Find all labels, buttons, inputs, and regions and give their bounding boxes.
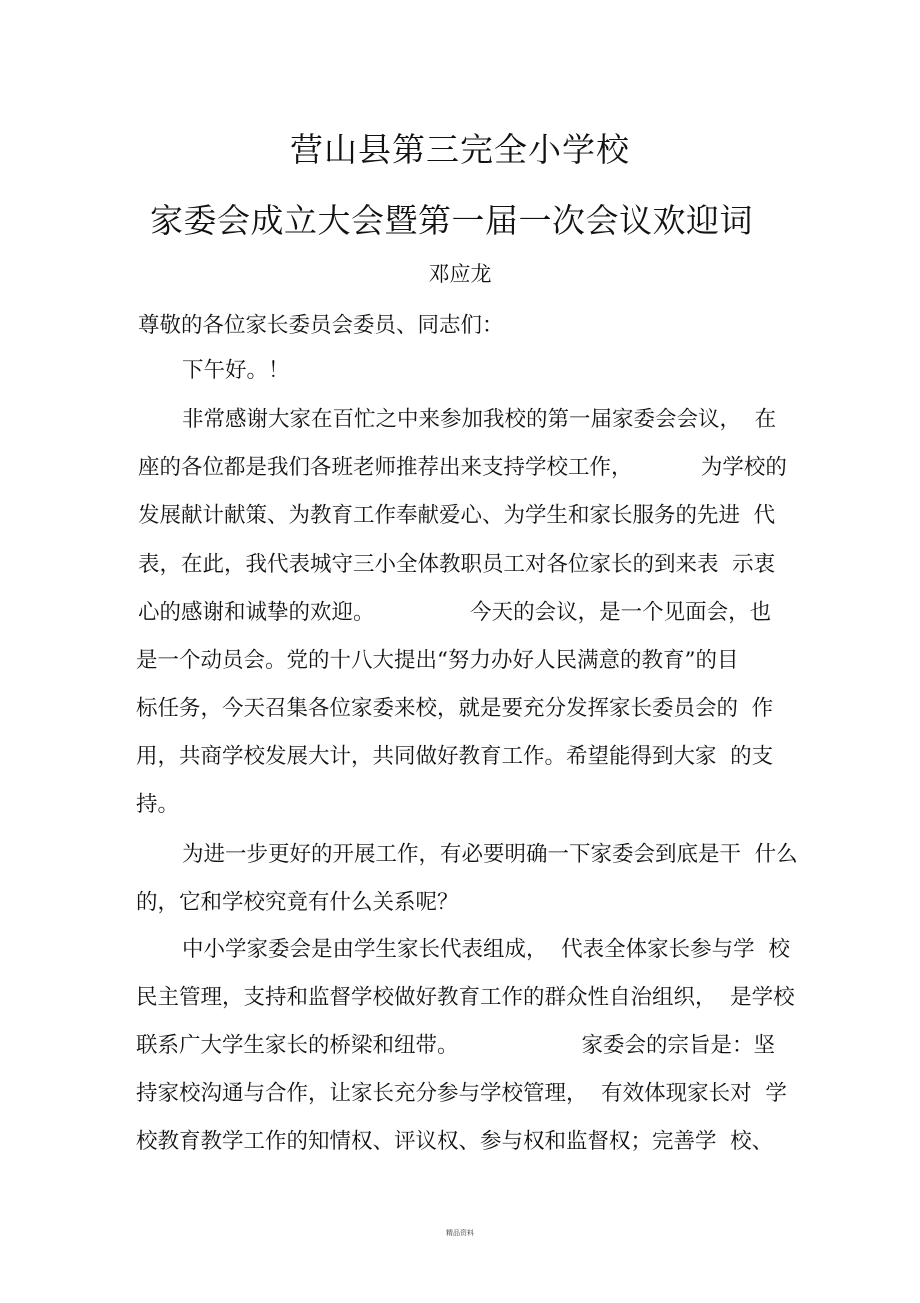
document-title: 营山县第三完全小学校 [290, 130, 630, 169]
paragraph-line: 的，它和学校究竟有什么关系呢？ [136, 890, 459, 915]
paragraph-line: 发展献计献策、为教育工作奉献爱心、为学生和家长服务的先进 代 [138, 503, 776, 528]
paragraph-line: 中小学家委会是由学生家长代表组成， 代表全体家长参与学 校 [182, 937, 790, 962]
document-subtitle: 家委会成立大会暨第一届一次会议欢迎词 [150, 201, 753, 240]
paragraph-line: 心的感谢和诚挚的欢迎。 今天的会议，是一个见面会，也 [138, 600, 772, 625]
paragraph-line: 非常感谢大家在百忙之中来参加我校的第一届家委会会议， 在 [182, 407, 777, 432]
paragraph-line: 标任务，今天召集各位家委来校，就是要充分发挥家长委员会的 作 [136, 696, 774, 721]
paragraph-line: 是一个动员会。党的十八大提出“努力办好人民满意的教育”的目 [136, 648, 739, 673]
paragraph-line: 用，共商学校发展大计，共同做好教育工作。希望能得到大家 的支 [136, 744, 774, 769]
paragraph-line: 民主管理，支持和监督学校做好教育工作的群众性自治组织， 是学校 [136, 985, 795, 1010]
author-name: 邓应龙 [428, 262, 492, 286]
paragraph-line: 校教育教学工作的知情权、评议权、参与权和监督权；完善学 校、 [136, 1129, 774, 1154]
paragraph-line: 为进一步更好的开展工作，有必要明确一下家委会到底是干 什么 [182, 842, 798, 867]
paragraph-line: 持。 [136, 792, 180, 817]
salutation: 尊敬的各位家长委员会委员、同志们： [138, 313, 504, 338]
paragraph-line: 表，在此，我代表城守三小全体教职员工对各位家长的到来表 示衷 [138, 552, 776, 577]
paragraph-line: 联系广大学生家长的桥梁和纽带。 家委会的宗旨是：坚 [136, 1033, 776, 1058]
page-footer: 精品资料 [446, 1229, 474, 1237]
paragraph-line: 下午好。！ [182, 358, 290, 383]
paragraph-line: 持家校沟通与合作，让家长充分参与学校管理， 有效体现家长对 学 [136, 1081, 787, 1106]
paragraph-line: 座的各位都是我们各班老师推荐出来支持学校工作， 为学校的 [138, 455, 787, 480]
